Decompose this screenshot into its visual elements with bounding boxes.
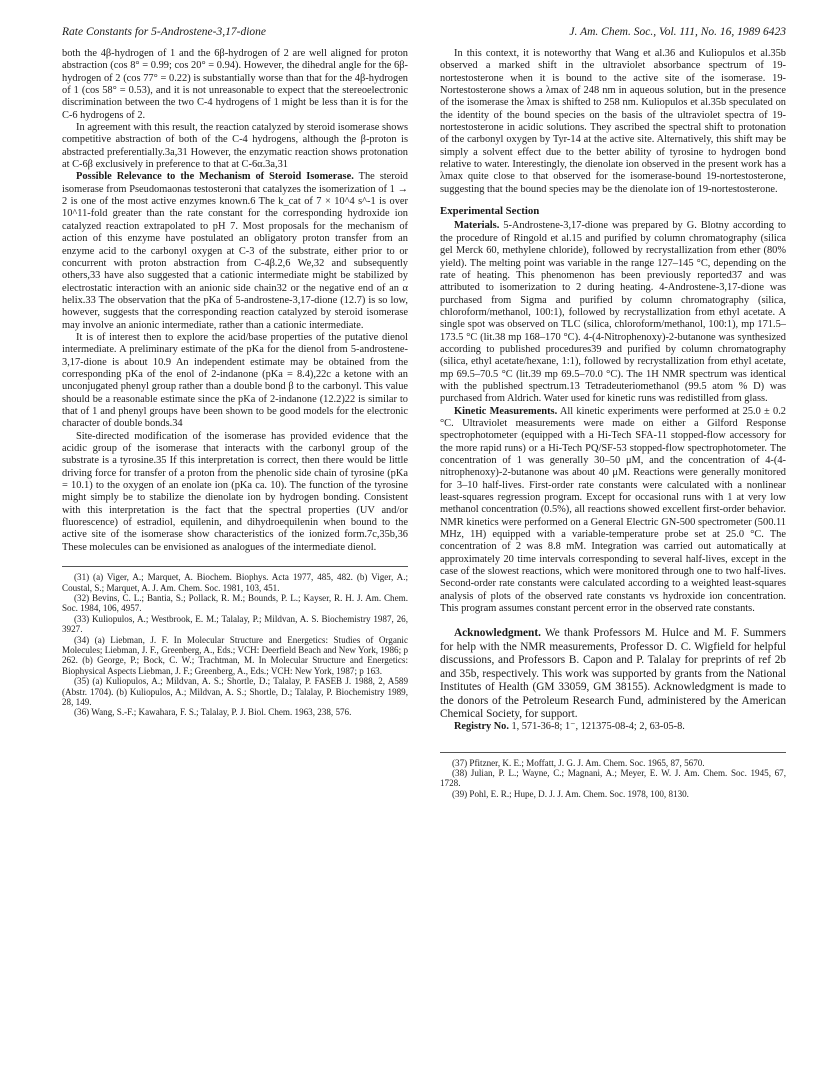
footnote-references <box>440 752 786 800</box>
reference-item: (39) Pohl, E. R.; Hupe, D. J. J. Am. Chem. Soc. 1978, 100, 8130. <box>452 788 689 799</box>
reference-item: (34) (a) Liebman, J. F. In Molecular Structure and Energetics: Studies of Organic Molecules; Liebman, J. F., Greenberg, A., Eds.; VCH: Deerfield Beach and New York, 1986; p 262. (b) George, P.; Bock, C. W.; Trachtman, M. In Molecular Structure and Energetics: Biophysical Aspects Liebman, J. F.; Greenberg, A., Eds.; VCH: New York, 1987; p 163. <box>62 634 408 676</box>
paragraph: both the 4β-hydrogen of 1 and the 6β-hydrogen of 2 are well aligned for proton abstraction (cos 8° = 0.99; cos 20° = 0.94). However, the dihedral angle for the 6β-hydrogen of 2 (cos 77° = 0.22) is substantially worse than that for the 4β-hydrogen of 1 (cos 58° = 0.53), and it is not unreasonable to expect that the stereoelectronic discrimination between the two C-4 hydrogens of 1 might be less than it is for the C-6 hydrogens of 2. <box>62 48 408 121</box>
paragraph-body: 5-Androstene-3,17-dione was prepared by G. Blotny according to the procedure of Ringold et al.15 and purified by column chromatography (silica gel Merck 60, methylene chloride), followed by recrystallization from ether (80% yield). The melting point was variable in the range 127–145 °C, depending on the rate of heating. This phenomenon has been previously reported37 and was attributed to isomerization to 2 during heating. 4-Androstene-3,17-dione was purchased from Sigma and purified by column chromatography (silica, chloroform/methanol, 100:1), followed by recrystallization from ethyl acetate. A single spot was observed on TLC (silica, chloroform/methanol, 100:1), mp 171.5–173.5 °C (lit.38 mp 168–170 °C). 4-(4-Nitrophenoxy)-2-butanone was synthesized according to published procedures39 and purified by column chromatography (silica, ethyl acetate/hexane, 1:1), followed by recrystallization from ethyl acetate, mp 69.5–70.5 °C (lit.39 mp 69.5–70.0 °C). The 1H NMR spectrum was identical with the published spectrum.13 Tetradeuteriomethanol (99.5 atom % D) was purchased from Aldrich. Water used for kinetic runs was redistilled from glass. <box>440 220 786 405</box>
reference-item: (37) Pfitzner, K. E.; Moffatt, J. G. J. Am. Chem. Soc. 1965, 87, 5670. <box>452 757 705 768</box>
run-in-heading: Kinetic Measurements. <box>454 405 558 417</box>
section-heading: Experimental Section <box>440 205 540 218</box>
reference-item: (38) Julian, P. L.; Wayne, C.; Magnani, A.; Meyer, E. W. J. Am. Chem. Soc. 1945, 67, 1728. <box>440 768 786 789</box>
reference-item: (36) Wang, S.-F.; Kawahara, F. S.; Talalay, P. J. Biol. Chem. 1963, 238, 576. <box>74 707 352 718</box>
run-in-heading: Possible Relevance to the Mechanism of Steroid Isomerase. <box>76 171 354 183</box>
acknowledgment <box>440 627 786 721</box>
run-in-heading: Acknowledgment. <box>454 627 541 640</box>
reference-item: (32) Bevins, C. L.; Bantia, S.; Pollack, R. M.; Bounds, P. L.; Kayser, R. H. J. Am. Chem. Soc. 1984, 106, 4957. <box>62 592 408 614</box>
paragraph: In agreement with this result, the reaction catalyzed by steroid isomerase shows competitive abstraction of both of the C-4 hydrogens, although the β-proton is abstracted preferentially.3a,31 However, the enzymatic reaction shows protonation at C-6β exclusively in preference to that at C-6α.3a,31 <box>62 122 408 171</box>
paragraph <box>440 627 786 721</box>
running-title: Rate Constants for 5-Androstene-3,17-dione <box>62 26 266 38</box>
reference-item: (33) Kuliopulos, A.; Westbrook, E. M.; Talalay, P.; Mildvan, A. S. Biochemistry 1987, 26, 3927. <box>62 613 408 635</box>
paragraph: Site-directed modification of the isomerase has provided evidence that the acidic group of the isomerase that interacts with the carbonyl group of the substrate is a tyrosine.35 If this interpretation is correct, then there would be little driving force for transfer of a proton from the phenolic side chain of tyrosine (pKa = 10.1) to the oxygen of an enolate ion (pKa ca. 10). The function of the tyrosine might simply be to stabilize the dienolate ion by hydrogen bonding. Consistent with this interpretation is the fact that the spectral properties (UV and/or fluorescence) of estradiol, equilenin, and dihydroequilenin when bound to the active site of the isomerase show characteristics of the ionized form.7c,35b,36 These molecules can be envisioned as analogues of the intermediate dienol. <box>62 430 408 553</box>
run-in-heading: Materials. <box>454 220 500 232</box>
paragraph <box>440 406 786 616</box>
paragraph-body: We thank Professors M. Hulce and M. F. Summers for help with the NMR measurements, Professor D. C. Wigfield for helpful discussions, and Professors B. Capon and P. Talalay for preprints of ref 2b and 35b, respectively. This work was supported by grants from the National Institutes of Health (GM 33059, GM 38155). Acknowledgment is made to the donors of the Petroleum Research Fund, administered by the American Chemical Society, for support. <box>440 627 786 720</box>
registry-numbers <box>440 721 786 733</box>
journal-citation: J. Am. Chem. Soc., Vol. 111, No. 16, 1989 6423 <box>569 26 786 38</box>
paragraph-body: The steroid isomerase from Pseudomaonas testosteroni that catalyzes the isomerization of 1 → 2 is one of the most active enzymes known.6 The k_cat of 7 × 10^4 s^-1 is over 10^11-fold greater than the rate constant for the corresponding hydroxide ion catalyzed reaction extrapolated to pH 7. Most proposals for the mechanism of action of this enzyme have postulated an obligatory proton transfer from an enzyme acid to the carbonyl oxygen at C-3 of the substrate, either prior to or concurrent with proton abstraction from C-4β.2,6 We,32 and subsequently others,33 have also suggested that a cationic intermediate might be stabilized by electrostatic interaction with an anionic side chain32 or the negative end of an α helix.33 The observation that the pKa of 5-androstene-3,17-dione (12.7) is so low, however, suggests that the corresponding reaction catalyzed by steroid isomerase may involve an anionic intermediate, rather than a cationic intermediate. <box>62 171 408 331</box>
paragraph: In this context, it is noteworthy that Wang et al.36 and Kuliopulos et al.35b observed a marked shift in the ultraviolet absorbance spectrum of 19-nortestosterone when it is bound to the active site of the isomerase. 19-Nortestosterone shows a λmax of 248 nm in aqueous solution, but in the presence of the isomerase the λmax is shifted to 258 nm. Kuliopulos et al.35b speculated on the identity of the bound species on the basis of the ultraviolet spectra of 19-nortestosterone in acidic solutions. They ascribed the spectral shift to protonation of the carbonyl oxygen by Tyr-14 at the active site. Alternatively, this shift may be simply a solvent effect due to the better ability of tyrosine to hydrogen bond relative to water. Interestingly, the dienolate ion observed in the present work has a λmax quite close to that observed for the isomerase-bound 19-nortestosterone, suggesting that the bound species may be the dienolate ion of 19-nortestosterone. <box>440 48 786 195</box>
left-column <box>62 48 408 1048</box>
run-in-heading: Registry No. <box>454 721 509 733</box>
paragraph-body: All kinetic experiments were performed at 25.0 ± 0.2 °C. Ultraviolet measurements were made on either a Gilford Response spectrophotometer (equipped with a Hi-Tech SFA-11 stopped-flow accessory for the more rapid runs) or a Hi-Tech PQ/SF-53 stopped-flow spectrophotometer. The concentration of 1 was generally 30–50 μM, and the concentration of 4-(4-nitrophenoxy)-2-butanone was about 40 μM. Reactions were generally monitored for 3–10 half-lives. First-order rate constants were calculated with a nonlinear least-squares regression program. Except for occasional runs with 1 at very low methanol concentration (0.5%), all reactions showed excellent first-order behavior. NMR kinetics were performed on a General Electric GN-500 spectrometer (500.11 MHz, 1H) equipped with a variable-temperature probe set at 25.0 °C. The concentration of 2 was 8.8 mM. Integration was carried out automatically at approximately 20 time intervals corresponding to several half-lives, except in the case of the slowest reactions, which were monitored through one to two half-lives. Second-order rate constants were calculated according to a weighted least-squares analysis of plots of the observed rate constants vs hydroxide ion concentration. This program assumes constant percent error in the observed rate constants. <box>440 405 786 615</box>
footnote-references <box>62 566 408 718</box>
right-column <box>440 48 786 1048</box>
paragraph: It is of interest then to explore the acid/base properties of the putative dienol intermediate. A preliminary estimate of the pKa for the dienol from 5-androstene-3,17-dione is about 10.9 An independent estimate may be obtained from the corresponding pKa of the enol of 2-indanone (pKa = 8.4),22c a ketone with an unconjugated phenyl group rather than a double bond β to the carbonyl. This value should be a reasonable estimate since the pKa of 2-indanone (12.2)22 is similar to that of 1 and phenyl groups have been shown to be good models for the electronic character of double bonds.34 <box>62 331 408 430</box>
registry-list: 1, 571-36-8; 1⁻, 121375-08-4; 2, 63-05-8. <box>511 721 685 733</box>
paragraph <box>440 220 786 405</box>
reference-item: (31) (a) Viger, A.; Marquet, A. Biochem. Biophys. Acta 1977, 485, 482. (b) Viger, A.; Coustal, S.; Marquet, A. J. Am. Chem. Soc. 1981, 103, 451. <box>62 572 408 593</box>
paragraph <box>62 171 408 331</box>
reference-item: (35) (a) Kuliopulos, A.; Mildvan, A. S.; Shortle, D.; Talalay, P. FASEB J. 1988, 2, A589 (Abstr. 1704). (b) Kuliopulos, A.; Mildvan, A. S.; Shortle, D.; Talalay, P. Biochemistry 1989, 28, 149. <box>62 676 408 707</box>
page-header <box>62 26 786 44</box>
